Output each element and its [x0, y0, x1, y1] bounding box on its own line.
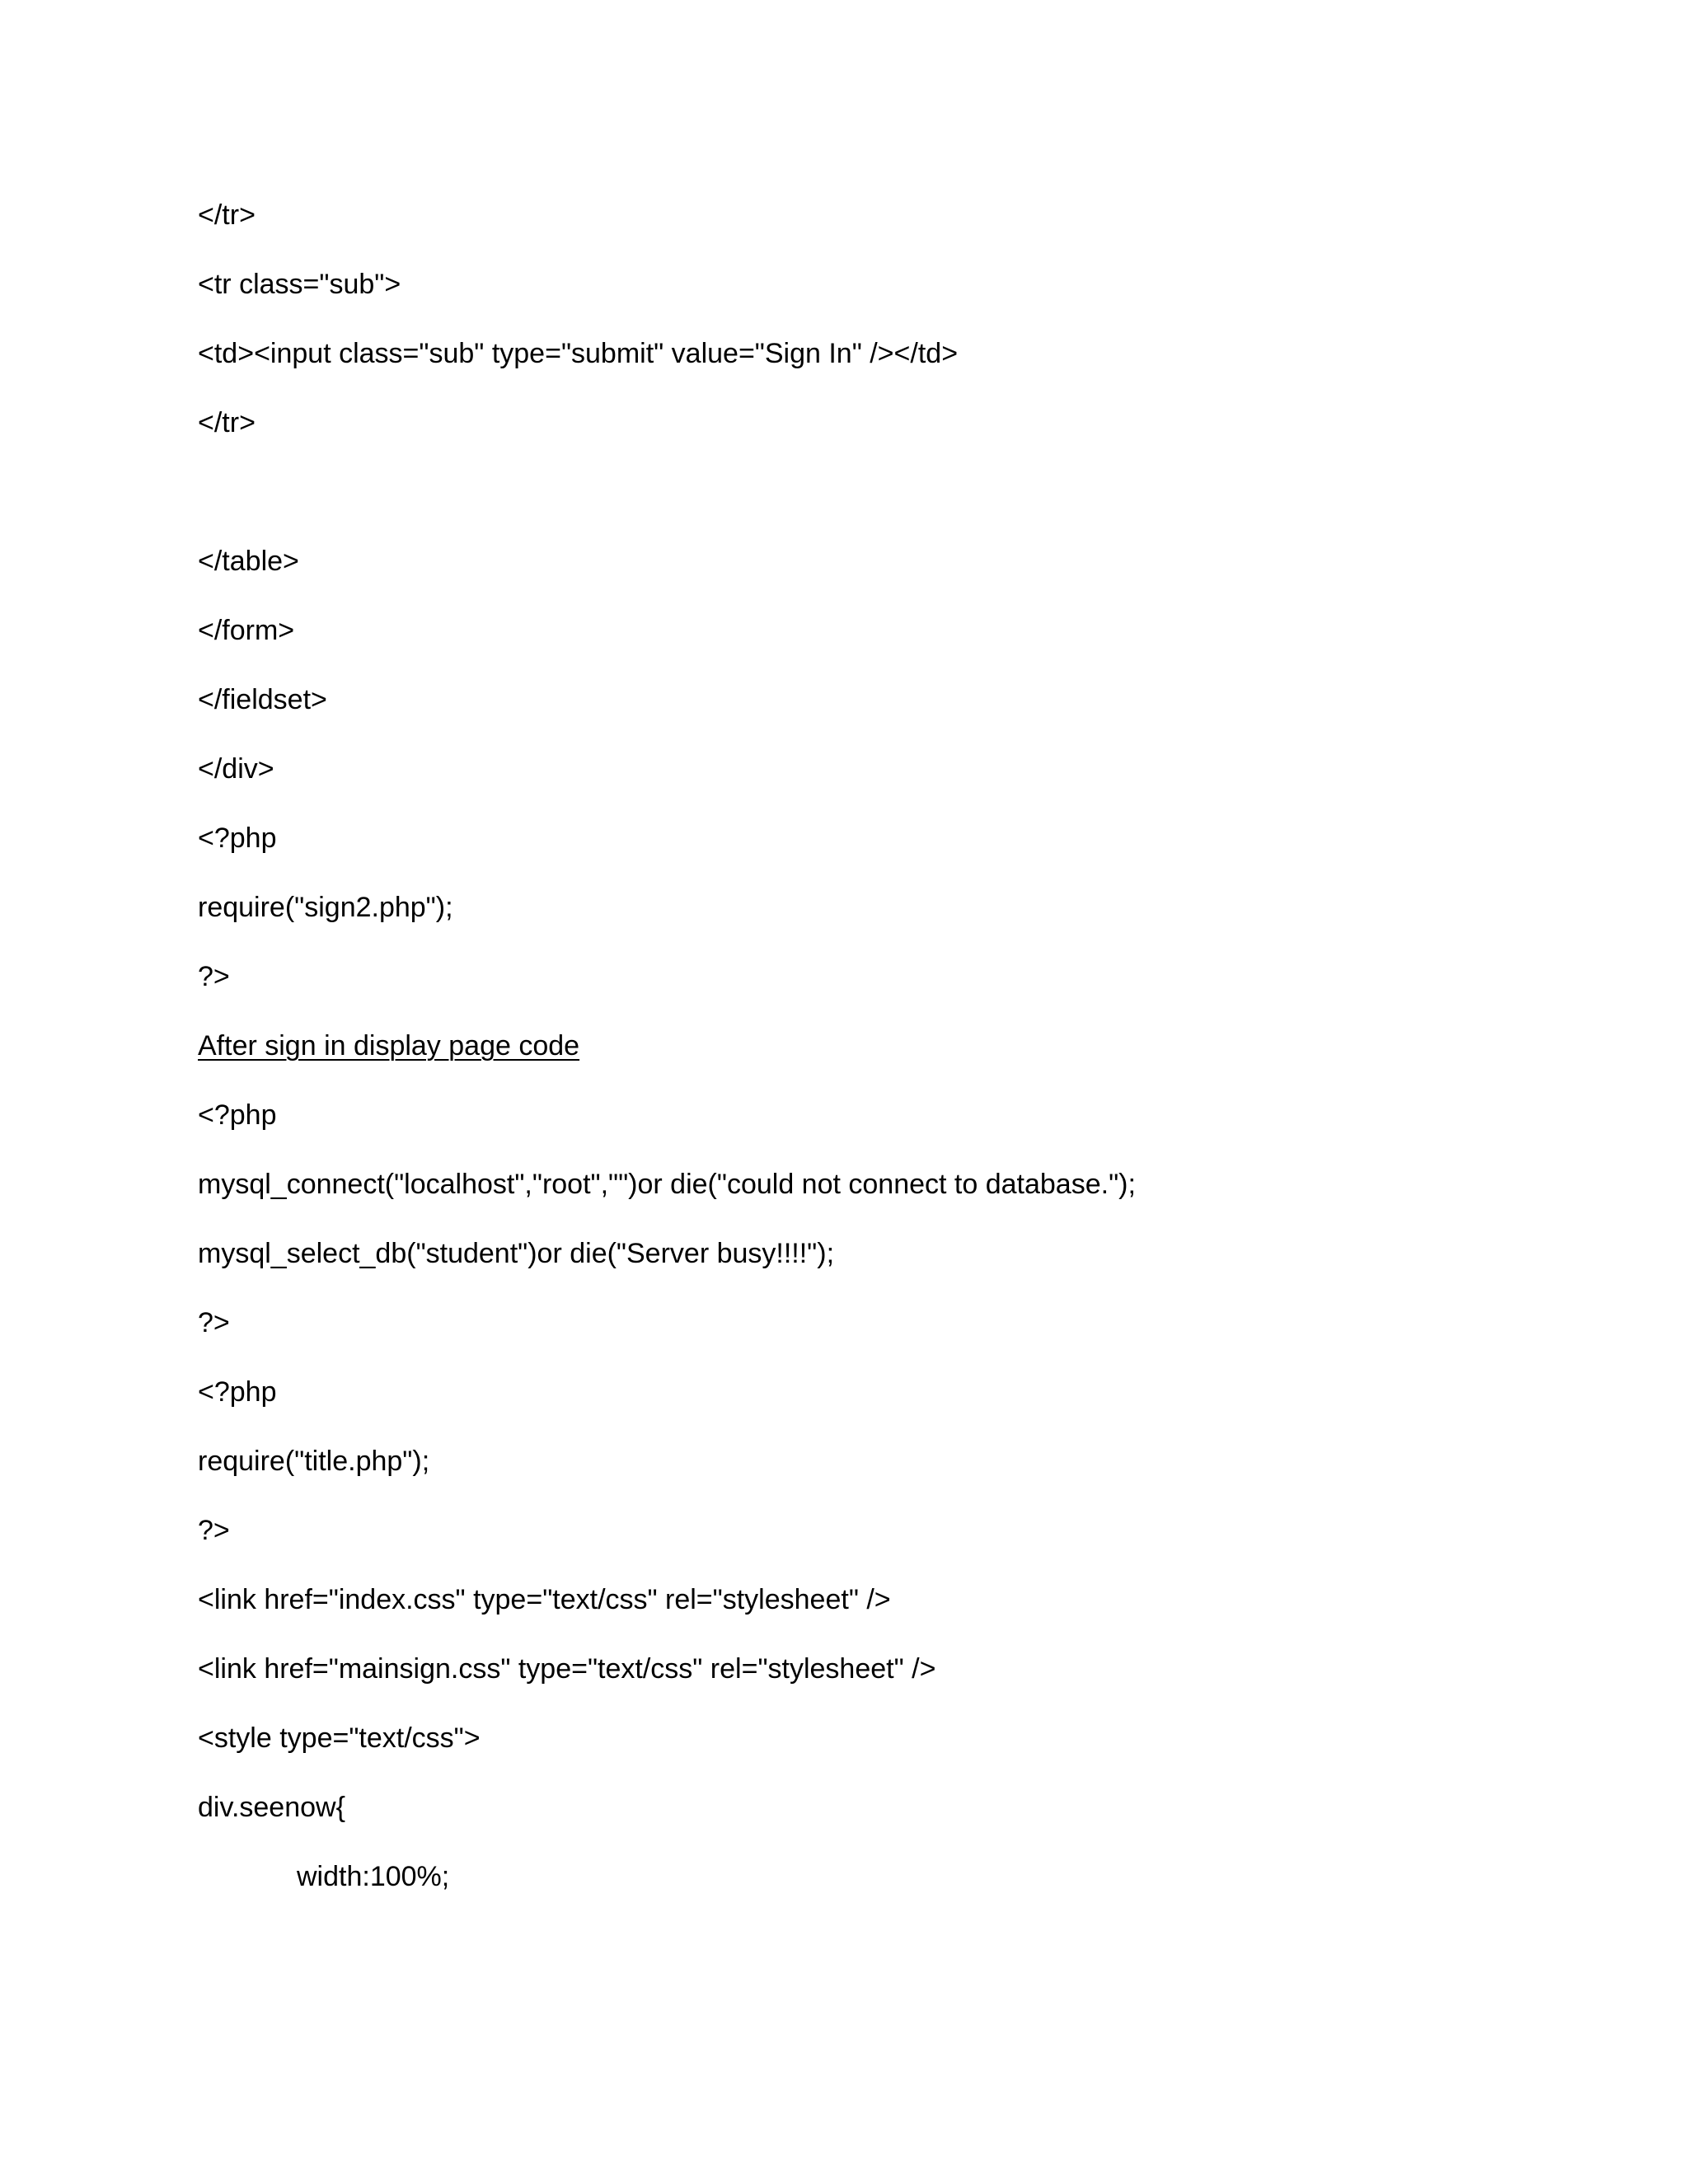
code-line: <style type="text/css">	[198, 1722, 481, 1754]
code-line: require("title.php");	[198, 1446, 430, 1477]
code-line: <tr class="sub">	[198, 269, 401, 300]
code-line: ?>	[198, 1307, 230, 1338]
code-line: </tr>	[198, 199, 256, 231]
code-line: </table>	[198, 546, 299, 577]
code-line: <link href="mainsign.css" type="text/css" rel="stylesheet" />	[198, 1653, 936, 1685]
code-line: ?>	[198, 961, 230, 992]
code-line: mysql_select_db("student")or die("Server busy!!!!");	[198, 1238, 835, 1269]
code-line: </fieldset>	[198, 684, 327, 715]
code-line: mysql_connect("localhost","root","")or die("could not connect to database.");	[198, 1169, 1136, 1200]
code-line: </div>	[198, 753, 274, 785]
code-line: require("sign2.php");	[198, 892, 453, 923]
code-line: <link href="index.css" type="text/css" rel="stylesheet" />	[198, 1584, 891, 1615]
section-heading: After sign in display page code	[198, 1030, 580, 1062]
code-line: <?php	[198, 1376, 277, 1408]
code-line: ?>	[198, 1515, 230, 1546]
code-line: div.seenow{	[198, 1792, 345, 1823]
code-line: </tr>	[198, 407, 256, 438]
code-line: </form>	[198, 615, 295, 646]
code-line: <?php	[198, 823, 277, 854]
code-line: <?php	[198, 1099, 277, 1131]
code-line: <td><input class="sub" type="submit" value="Sign In" /></td>	[198, 338, 959, 369]
code-line: width:100%;	[297, 1861, 450, 1892]
